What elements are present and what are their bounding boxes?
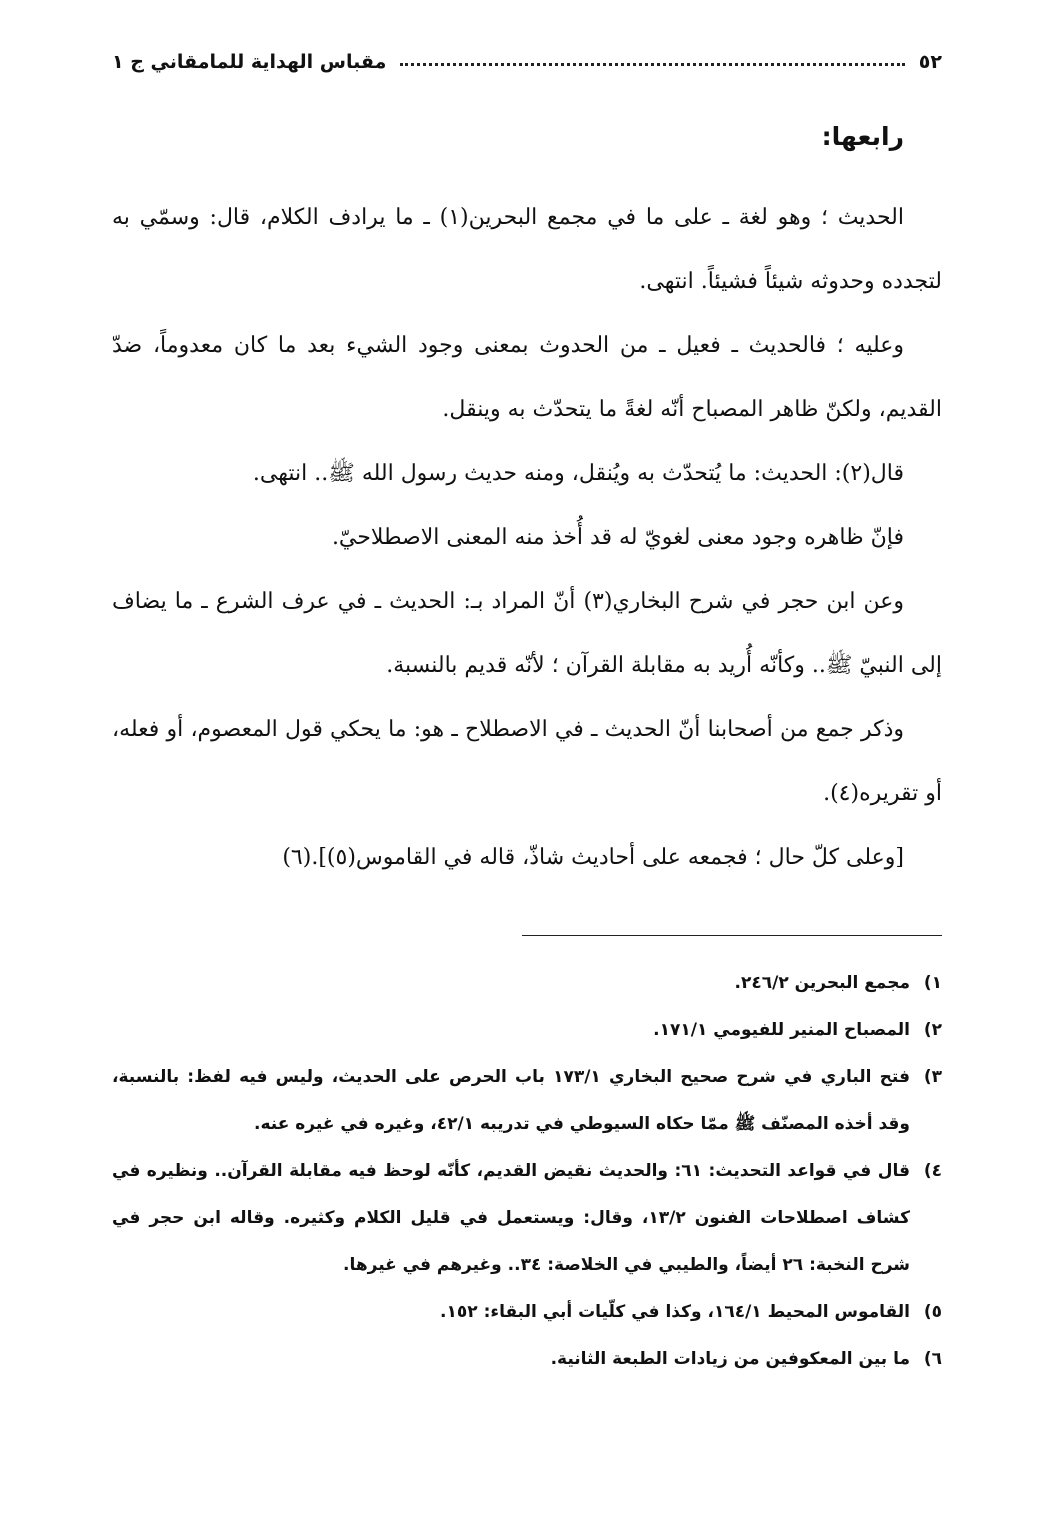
page-number: ٥٢ xyxy=(918,51,942,73)
footnote-text: مجمع البحرين ٢٤٦/٢. xyxy=(734,973,910,993)
footnote-item xyxy=(112,960,942,1007)
footnote-item xyxy=(112,1054,942,1148)
footnote-number: ١) xyxy=(923,973,942,993)
paragraph: [وعلى كلّ حال ؛ فجمعه على أحاديث شاذّ، قاله في القاموس(٥)].(٦) xyxy=(282,845,904,870)
body-text xyxy=(112,186,942,890)
footnote-number: ٢) xyxy=(923,1020,942,1040)
header-dot-leader xyxy=(400,51,904,66)
paragraph: وذكر جمع من أصحابنا أنّ الحديث ـ في الاصطلاح ـ هو: ما يحكي قول المعصوم، أو فعله، أو تقريره(٤). xyxy=(112,717,942,806)
footnote-text: ما بين المعكوفين من زيادات الطبعة الثانية. xyxy=(550,1349,910,1369)
footnote-text: قال في قواعد التحديث: ٦١: والحديث نقيض القديم، كأنّه لوحظ فيه مقابلة القرآن.. ونظيره في كشاف اصطلاحات الفنون ١٣/٢، وقال: ويستعمل في قليل الكلام وكثيره. وقاله ابن حجر في شرح النخبة: ٢٦ أيضاً، والطيبي في الخلاصة: ٣٤.. وغيرهم في غيرها. xyxy=(112,1161,911,1275)
footnote-text: فتح الباري في شرح صحيح البخاري ١٧٣/١ باب الحرص على الحديث، وليس فيه لفظ: بالنسبة، وقد أخذه المصنّف ﷺ ممّا حكاه السيوطي في تدريبه ٤٢/١، وغيره في غيره عنه. xyxy=(112,1067,910,1134)
footnote-item xyxy=(112,1336,942,1383)
footnote-number: ٣) xyxy=(923,1067,942,1087)
section-heading: رابعها: xyxy=(821,122,904,151)
footnotes xyxy=(112,960,942,1383)
running-header xyxy=(112,42,942,82)
paragraph: الحديث ؛ وهو لغة ـ على ما في مجمع البحرين(١) ـ ما يرادف الكلام، قال: وسمّي به لتجدده وحدوثه شيئاً فشيئاً. انتهى. xyxy=(112,205,942,294)
footnote-number: ٤) xyxy=(923,1161,942,1181)
paragraph: وعليه ؛ فالحديث ـ فعيل ـ من الحدوث بمعنى وجود الشيء بعد ما كان معدوماً، ضدّ القديم، ولكنّ ظاهر المصباح أنّه لغةً ما يتحدّث به وينقل. xyxy=(112,333,942,422)
paragraph: فإنّ ظاهره وجود معنى لغويّ له قد أُخذ منه المعنى الاصطلاحيّ. xyxy=(331,525,904,550)
footnote-item xyxy=(112,1289,942,1336)
footnote-text: المصباح المنير للفيومي ١٧١/١. xyxy=(653,1020,910,1040)
book-title: مقباس الهداية للمامقاني ج ١ xyxy=(112,51,387,73)
footnote-number: ٦) xyxy=(923,1349,942,1369)
paragraph: وعن ابن حجر في شرح البخاري(٣) أنّ المراد بـ: الحديث ـ في عرف الشرع ـ ما يضاف إلى النبيّ ﷺ.. وكأنّه أُريد به مقابلة القرآن ؛ لأنّه قديم بالنسبة. xyxy=(112,589,942,678)
footnote-text: القاموس المحيط ١٦٤/١، وكذا في كلّيات أبي البقاء: ١٥٢. xyxy=(440,1302,910,1322)
footnote-item xyxy=(112,1007,942,1054)
footnote-separator xyxy=(522,935,942,936)
paragraph: قال(٢): الحديث: ما يُتحدّث به ويُنقل، ومنه حديث رسول الله ﷺ.. انتهى. xyxy=(252,461,904,486)
footnote-number: ٥) xyxy=(923,1302,942,1322)
footnote-item xyxy=(112,1148,942,1289)
